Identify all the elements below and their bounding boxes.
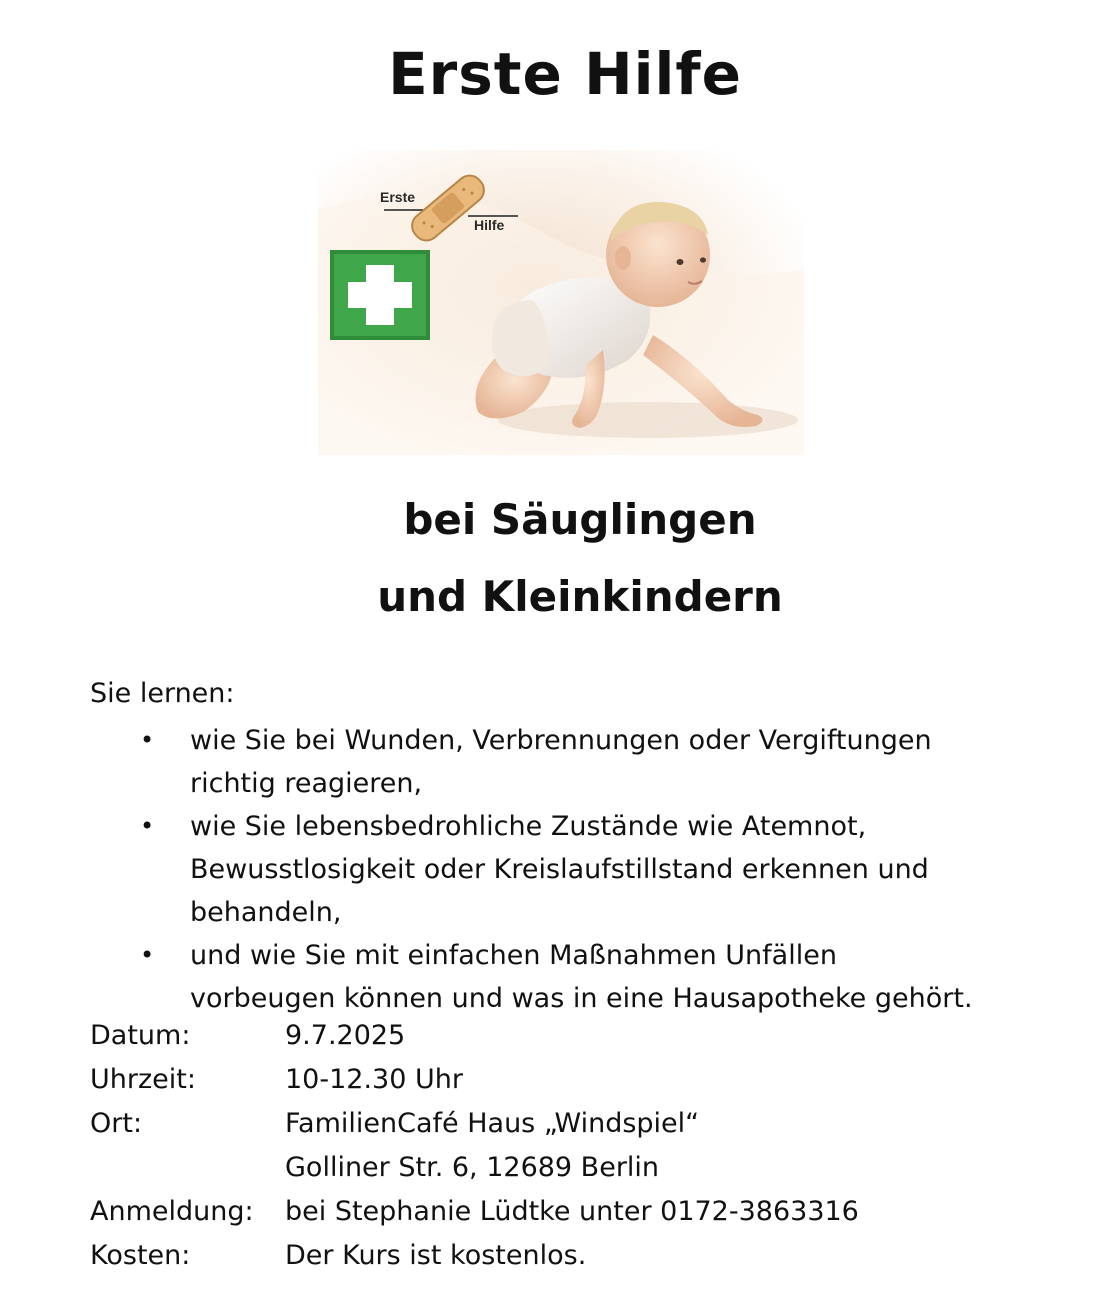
registration-value: bei Stephanie Lüdtke unter 0172-3863316 (285, 1196, 859, 1227)
subtitle-line-2: und Kleinkindern (377, 572, 783, 621)
date-label: Datum: (90, 1020, 191, 1051)
list-item (140, 805, 1040, 934)
list-item-line: richtig reagieren, (190, 768, 423, 799)
list-item (140, 934, 1040, 1020)
time-label: Uhrzeit: (90, 1064, 196, 1095)
registration-label: Anmeldung: (90, 1196, 254, 1227)
registration-row (90, 1190, 859, 1234)
place-value: FamilienCafé Haus „Windspiel“ (285, 1108, 700, 1139)
time-row (90, 1058, 859, 1102)
badge-text-top: Erste (380, 189, 416, 205)
list-item-line: Bewusstlosigkeit oder Kreislaufstillstand erkennen und (190, 854, 929, 885)
cost-row (90, 1234, 859, 1278)
date-value: 9.7.2025 (285, 1020, 406, 1051)
list-item-line: • und wie Sie mit einfachen Maßnahmen Unfällen (190, 940, 837, 971)
first-aid-illustration (318, 150, 804, 455)
page-title: Erste Hilfe (388, 40, 742, 108)
course-details (90, 1014, 859, 1278)
address-spacer (90, 1146, 285, 1190)
list-item-line: behandeln, (190, 897, 342, 928)
cost-label: Kosten: (90, 1240, 191, 1271)
list-item (140, 719, 1040, 805)
list-item-line: • wie Sie lebensbedrohliche Zustände wie Atemnot, (190, 811, 867, 842)
subtitle-line-1: bei Säuglingen (403, 495, 757, 544)
badge-text-bottom: Hilfe (474, 217, 505, 233)
intro-label: Sie lernen: (90, 678, 235, 709)
list-item-line: • wie Sie bei Wunden, Verbrennungen oder Vergiftungen (190, 725, 932, 756)
green-cross-icon (330, 250, 430, 340)
place-row (90, 1102, 859, 1146)
place-label: Ort: (90, 1108, 143, 1139)
address-value: Golliner Str. 6, 12689 Berlin (285, 1152, 660, 1183)
time-value: 10-12.30 Uhr (285, 1064, 463, 1095)
list-item-line: vorbeugen können und was in eine Hausapotheke gehört. (190, 983, 973, 1014)
cost-value: Der Kurs ist kostenlos. (285, 1240, 587, 1271)
date-row (90, 1014, 859, 1058)
learning-goals-list (140, 719, 1040, 1020)
address-row (90, 1146, 859, 1190)
